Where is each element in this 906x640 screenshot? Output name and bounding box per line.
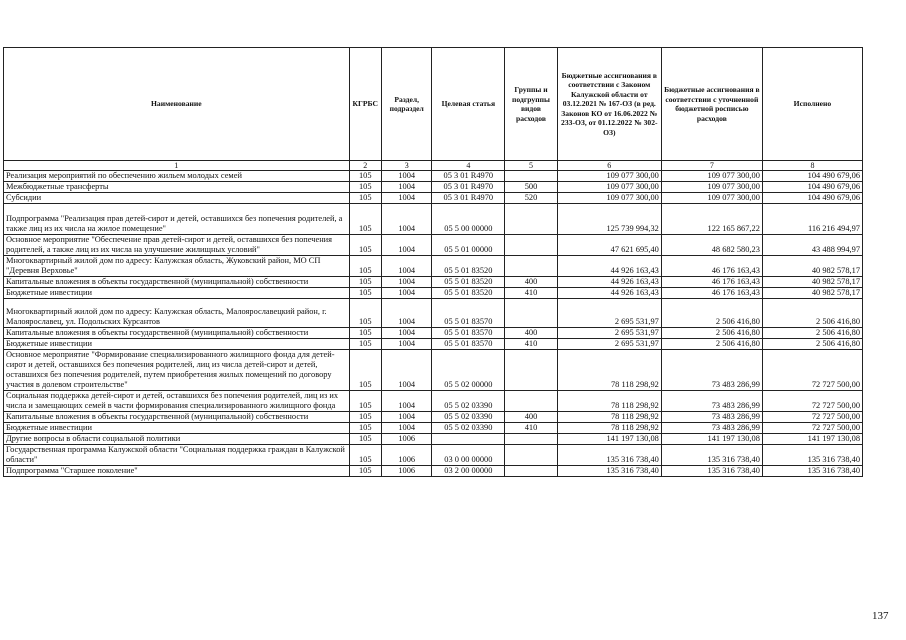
row-law-amount: 135 316 738,40 [557, 445, 661, 466]
table-row [4, 445, 863, 466]
row-kgrbs: 105 [349, 423, 381, 434]
row-name: Другие вопросы в области социальной политики [4, 434, 350, 445]
header-law: Бюджетные ассигнования в соответствии с Законом Калужской области от 03.12.2021 № 167-ОЗ (в ред. Законов КО от 16.06.2022 № 233-ОЗ, от 01.12.2022 № 302-ОЗ) [557, 48, 661, 161]
row-name: Многоквартирный жилой дом по адресу: Калужская область, Малоярославецкий район, г. Малоярославец, ул. Подольских Курсантов [4, 299, 350, 328]
row-group [505, 466, 558, 477]
row-section: 1004 [381, 299, 432, 328]
row-target: 05 5 01 83520 [432, 256, 505, 277]
row-group [505, 445, 558, 466]
table-row [4, 466, 863, 477]
row-target: 05 5 02 00000 [432, 350, 505, 391]
row-law-amount: 2 695 531,97 [557, 339, 661, 350]
row-target: 05 5 02 03390 [432, 412, 505, 423]
row-group [505, 235, 558, 256]
row-section: 1004 [381, 423, 432, 434]
budget-table [3, 47, 863, 477]
row-group [505, 434, 558, 445]
row-name: Подпрограмма "Старшее поколение" [4, 466, 350, 477]
row-kgrbs: 105 [349, 466, 381, 477]
column-number: 7 [661, 161, 762, 171]
row-section: 1004 [381, 182, 432, 193]
row-section: 1004 [381, 288, 432, 299]
row-done-amount: 104 490 679,06 [762, 182, 862, 193]
row-done-amount: 141 197 130,08 [762, 434, 862, 445]
row-name: Бюджетные инвестиции [4, 339, 350, 350]
row-done-amount: 72 727 500,00 [762, 391, 862, 412]
row-group [505, 204, 558, 235]
row-name: Межбюджетные трансферты [4, 182, 350, 193]
column-number: 3 [381, 161, 432, 171]
row-refined-amount: 46 176 163,43 [661, 288, 762, 299]
row-group [505, 391, 558, 412]
row-kgrbs: 105 [349, 328, 381, 339]
row-refined-amount: 2 506 416,80 [661, 328, 762, 339]
row-law-amount: 44 926 163,43 [557, 277, 661, 288]
row-section: 1004 [381, 328, 432, 339]
row-done-amount: 40 982 578,17 [762, 256, 862, 277]
row-kgrbs: 105 [349, 193, 381, 204]
column-number-row [4, 161, 863, 171]
row-refined-amount: 2 506 416,80 [661, 299, 762, 328]
row-name: Капитальные вложения в объекты государственной (муниципальной) собственности [4, 328, 350, 339]
row-law-amount: 109 077 300,00 [557, 182, 661, 193]
page-number: 137 [872, 610, 889, 622]
row-refined-amount: 109 077 300,00 [661, 182, 762, 193]
row-kgrbs: 105 [349, 277, 381, 288]
row-law-amount: 109 077 300,00 [557, 193, 661, 204]
column-number: 6 [557, 161, 661, 171]
row-target: 05 3 01 R4970 [432, 193, 505, 204]
row-group: 410 [505, 339, 558, 350]
row-done-amount: 2 506 416,80 [762, 328, 862, 339]
row-target: 05 3 01 R4970 [432, 182, 505, 193]
row-section: 1004 [381, 350, 432, 391]
table-row [4, 256, 863, 277]
row-refined-amount: 135 316 738,40 [661, 445, 762, 466]
row-group [505, 256, 558, 277]
row-target: 05 5 01 83570 [432, 328, 505, 339]
row-section: 1004 [381, 204, 432, 235]
row-law-amount: 78 118 298,92 [557, 412, 661, 423]
table-row [4, 328, 863, 339]
row-refined-amount: 46 176 163,43 [661, 277, 762, 288]
row-kgrbs: 105 [349, 235, 381, 256]
row-section: 1004 [381, 193, 432, 204]
table-row [4, 204, 863, 235]
row-done-amount: 2 506 416,80 [762, 339, 862, 350]
row-target: 05 5 02 03390 [432, 391, 505, 412]
table-row [4, 288, 863, 299]
row-section: 1004 [381, 256, 432, 277]
row-kgrbs: 105 [349, 288, 381, 299]
row-kgrbs: 105 [349, 256, 381, 277]
row-group: 410 [505, 423, 558, 434]
column-number: 1 [4, 161, 350, 171]
row-target: 05 3 01 R4970 [432, 171, 505, 182]
row-name: Основное мероприятие "Обеспечение прав детей-сирот и детей, оставшихся без попечения родителей, а также лиц из их числа на улучшение жилищных условий" [4, 235, 350, 256]
row-done-amount: 2 506 416,80 [762, 299, 862, 328]
column-number: 5 [505, 161, 558, 171]
row-name: Субсидии [4, 193, 350, 204]
row-done-amount: 104 490 679,06 [762, 171, 862, 182]
row-name: Многоквартирный жилой дом по адресу: Калужская область, Жуковский район, МО СП "Деревня Верховье" [4, 256, 350, 277]
row-group: 400 [505, 328, 558, 339]
row-target: 03 2 00 00000 [432, 466, 505, 477]
row-law-amount: 125 739 994,32 [557, 204, 661, 235]
row-refined-amount: 46 176 163,43 [661, 256, 762, 277]
row-name: Государственная программа Калужской области "Социальная поддержка граждан в Калужской области" [4, 445, 350, 466]
row-kgrbs: 105 [349, 171, 381, 182]
column-number: 4 [432, 161, 505, 171]
row-done-amount: 72 727 500,00 [762, 423, 862, 434]
row-target: 05 5 01 83570 [432, 339, 505, 350]
row-refined-amount: 73 483 286,99 [661, 412, 762, 423]
row-refined-amount: 135 316 738,40 [661, 466, 762, 477]
row-kgrbs: 105 [349, 339, 381, 350]
row-group [505, 350, 558, 391]
row-kgrbs: 105 [349, 391, 381, 412]
table-row [4, 235, 863, 256]
header-done: Исполнено [762, 48, 862, 161]
row-section: 1004 [381, 235, 432, 256]
row-target: 05 5 00 00000 [432, 204, 505, 235]
table-row [4, 277, 863, 288]
row-done-amount: 72 727 500,00 [762, 412, 862, 423]
row-kgrbs: 105 [349, 350, 381, 391]
row-refined-amount: 122 165 867,22 [661, 204, 762, 235]
row-group: 400 [505, 412, 558, 423]
row-kgrbs: 105 [349, 182, 381, 193]
table-row [4, 423, 863, 434]
row-refined-amount: 73 483 286,99 [661, 350, 762, 391]
row-done-amount: 104 490 679,06 [762, 193, 862, 204]
row-group: 410 [505, 288, 558, 299]
row-name: Основное мероприятие "Формирование специализированного жилищного фонда для детей-сирот и детей, оставшихся без попечения родителей, лиц из числа детей-сирот и детей, оставшихся без попечения родителей, путем приобретения жилых помещений по договору участия в долевом строительстве" [4, 350, 350, 391]
table-row [4, 412, 863, 423]
row-kgrbs: 105 [349, 412, 381, 423]
table-row [4, 391, 863, 412]
header-groups: Группы и подгруппы видов расходов [505, 48, 558, 161]
row-refined-amount: 48 682 580,23 [661, 235, 762, 256]
row-target: 05 5 01 83520 [432, 288, 505, 299]
header-target: Целевая статья [432, 48, 505, 161]
column-number: 2 [349, 161, 381, 171]
table-row [4, 193, 863, 204]
row-target: 05 5 01 00000 [432, 235, 505, 256]
row-refined-amount: 141 197 130,08 [661, 434, 762, 445]
row-refined-amount: 73 483 286,99 [661, 391, 762, 412]
row-law-amount: 2 695 531,97 [557, 299, 661, 328]
column-number: 8 [762, 161, 862, 171]
row-law-amount: 47 621 695,40 [557, 235, 661, 256]
table-row [4, 171, 863, 182]
header-section: Раздел, подраздел [381, 48, 432, 161]
row-done-amount: 40 982 578,17 [762, 277, 862, 288]
row-done-amount: 43 488 994,97 [762, 235, 862, 256]
row-done-amount: 135 316 738,40 [762, 466, 862, 477]
row-name: Капитальные вложения в объекты государственной (муниципальной) собственности [4, 412, 350, 423]
row-group [505, 299, 558, 328]
row-law-amount: 44 926 163,43 [557, 288, 661, 299]
row-kgrbs: 105 [349, 434, 381, 445]
row-done-amount: 40 982 578,17 [762, 288, 862, 299]
row-refined-amount: 109 077 300,00 [661, 193, 762, 204]
row-kgrbs: 105 [349, 299, 381, 328]
row-done-amount: 116 216 494,97 [762, 204, 862, 235]
table-row [4, 299, 863, 328]
row-target: 05 5 01 83520 [432, 277, 505, 288]
row-section: 1006 [381, 445, 432, 466]
row-target: 05 5 02 03390 [432, 423, 505, 434]
row-name: Подпрограмма "Реализация прав детей-сирот и детей, оставшихся без попечения родителей, а также лиц из их числа на жилое помещение" [4, 204, 350, 235]
header-kgrbs: КГРБС [349, 48, 381, 161]
row-done-amount: 135 316 738,40 [762, 445, 862, 466]
row-section: 1004 [381, 412, 432, 423]
row-section: 1006 [381, 466, 432, 477]
row-group: 520 [505, 193, 558, 204]
row-name: Социальная поддержка детей-сирот и детей, оставшихся без попечения родителей, лиц из их числа и замещающих семей в части формирования специализированного жилищного фонда [4, 391, 350, 412]
table-row [4, 434, 863, 445]
row-law-amount: 141 197 130,08 [557, 434, 661, 445]
table-row [4, 339, 863, 350]
row-kgrbs: 105 [349, 445, 381, 466]
table-row [4, 350, 863, 391]
row-law-amount: 78 118 298,92 [557, 391, 661, 412]
row-law-amount: 109 077 300,00 [557, 171, 661, 182]
row-section: 1004 [381, 391, 432, 412]
row-section: 1004 [381, 339, 432, 350]
row-section: 1006 [381, 434, 432, 445]
row-section: 1004 [381, 171, 432, 182]
row-group [505, 171, 558, 182]
row-target [432, 434, 505, 445]
row-law-amount: 135 316 738,40 [557, 466, 661, 477]
row-section: 1004 [381, 277, 432, 288]
row-name: Бюджетные инвестиции [4, 423, 350, 434]
header-name: Наименование [4, 48, 350, 161]
row-name: Капитальные вложения в объекты государственной (муниципальной) собственности [4, 277, 350, 288]
row-target: 03 0 00 00000 [432, 445, 505, 466]
row-done-amount: 72 727 500,00 [762, 350, 862, 391]
row-law-amount: 78 118 298,92 [557, 423, 661, 434]
header-row [4, 48, 863, 161]
row-refined-amount: 73 483 286,99 [661, 423, 762, 434]
row-name: Бюджетные инвестиции [4, 288, 350, 299]
row-target: 05 5 01 83570 [432, 299, 505, 328]
row-name: Реализация мероприятий по обеспечению жильем молодых семей [4, 171, 350, 182]
row-kgrbs: 105 [349, 204, 381, 235]
row-refined-amount: 2 506 416,80 [661, 339, 762, 350]
row-law-amount: 2 695 531,97 [557, 328, 661, 339]
row-group: 400 [505, 277, 558, 288]
header-refined: Бюджетные ассигнования в соответствии с уточненной бюджетной росписью расходов [661, 48, 762, 161]
row-refined-amount: 109 077 300,00 [661, 171, 762, 182]
row-group: 500 [505, 182, 558, 193]
row-law-amount: 44 926 163,43 [557, 256, 661, 277]
row-law-amount: 78 118 298,92 [557, 350, 661, 391]
table-row [4, 182, 863, 193]
